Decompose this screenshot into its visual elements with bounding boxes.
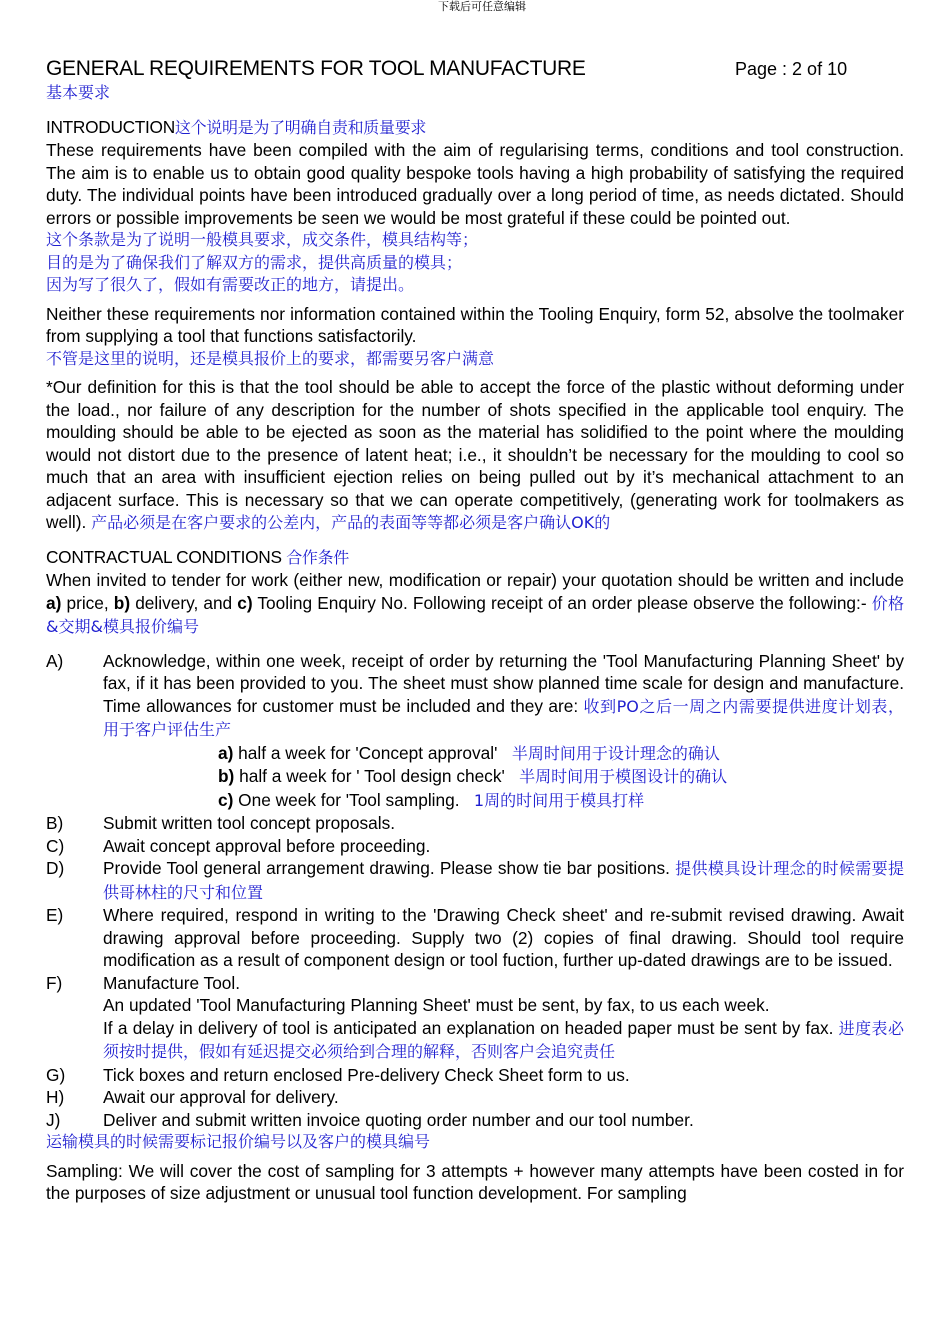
list-item-j: J) Deliver and submit written invoice quoting order number and our tool number.	[46, 1109, 694, 1130]
page-number: Page : 2 of 10	[735, 59, 848, 79]
intro-cn-line-2: 目的是为了确保我们了解双方的需求，提供高质量的模具；	[46, 252, 463, 272]
list-item-h: H) Await our approval for delivery.	[46, 1087, 339, 1107]
list-item-e: E) Where required, respond in writing to the 'Drawing Check sheet' and re-submit revised drawing. Await drawing approval before proceeding. Supply two (2) copies of final drawing. Should tool require modification as a result of component design or tool fuction, further up-dated drawings are to be issued.	[46, 905, 904, 970]
list-item-b: B) Submit written tool concept proposals.	[46, 813, 396, 833]
intro-paragraph-2-cn: 不管是这里的说明，还是模具报价上的要求，都需要另客户满意	[46, 348, 495, 368]
intro-paragraph-3-cn: 产品必须是在客户要求的公差内，产品的表面等等都必须是客户确认OK的	[91, 513, 611, 532]
sub-item-c: c) One week for 'Tool sampling. 1周的时间用于模具打样	[218, 789, 645, 810]
contract-heading: CONTRACTUAL CONDITIONS 合作条件	[46, 546, 349, 567]
list-item-d: D) Provide Tool general arrangement drawing. Please show tie bar positions. 提供模具设计理念的时候需要提供哥林柱的尺寸和位置	[46, 858, 904, 902]
watermark: 下载后可任意编辑	[438, 0, 526, 13]
contract-paragraph-cn: 价格&交期&模具报价编号	[46, 593, 904, 636]
list-item-a: A) Acknowledge, within one week, receipt of order by returning the 'Tool Manufacturing Planning Sheet' by fax, if it has been provided to you. The sheet must show planned time scale for design and manufacture. Time allowances for customer must be included and they are: 收到PO之后一周之内需要提供进度计划表，用于客户评估生产	[46, 650, 904, 739]
list-item-j-cn: 运输模具的时候需要标记报价编号以及客户的模具编号	[46, 1132, 431, 1151]
list-item-g: G) Tick boxes and return enclosed Pre-delivery Check Sheet form to us.	[46, 1064, 630, 1085]
intro-heading-cn: 这个说明是为了明确自责和质量要求	[174, 117, 427, 137]
header	[46, 56, 904, 82]
sub-item-b: b) half a week for ' Tool design check' 半周时间用于模图设计的确认	[218, 766, 728, 786]
intro-paragraph-1: These requirements have been compiled with the aim of regularising terms, conditions and tool construction. The aim is to enable us to obtain good quality bespoke tools having a high probability of satisfying the required duty. The individual points have been introduced gradually over a long period of time, as needs dictated. Should errors or possible improvements be seen we would be most grateful if these could be pointed out.	[46, 140, 904, 228]
intro-heading: INTRODUCTION这个说明是为了明确自责和质量要求	[46, 116, 427, 137]
document-page	[46, 56, 904, 1205]
intro-cn-line-3: 因为写了很久了，假如有需要改正的地方，请提出。	[46, 275, 415, 294]
sub-item-a: a) half a week for 'Concept approval' 半周时间用于设计理念的确认	[218, 742, 720, 763]
intro-paragraph-3: *Our definition for this is that the tool should be able to accept the force of the plastic without deforming under the load., nor failure of any description for the number of shots specified in the applicable tool enquiry. The moulding should be able to be ejected as soon as the material has solidified to the point where the moulding would not distort due to the presence of latent heat; i.e., it shouldn’t be necessary for the moulding to cool so much that an area with insufficient ejection relies on being pulled out by it’s mechanical attachment to an adjacent surface. This is necessary so that we can operate competitively, (generating work for toolmakers as well). 产品必须是在客户要求的公差内，产品的表面等等都必须是客户确认OK的	[46, 377, 904, 532]
sampling-paragraph: Sampling: We will cover the cost of sampling for 3 attempts + however many attempts have been costed in for the purposes of size adjustment or unusual tool function development. For sampling	[46, 1160, 904, 1203]
subtitle-cn: 基本要求	[46, 83, 111, 102]
list-item-a-cn: 收到PO之后一周之内需要提供进度计划表，用于客户评估生产	[103, 696, 904, 739]
list-item-d-cn: 提供模具设计理念的时候需要提供哥林柱的尺寸和位置	[103, 859, 904, 902]
list-item-f: F) Manufacture Tool. An updated 'Tool Manufacturing Planning Sheet' must be sent, by fax, to us each week. If a delay in delivery of tool is anticipated an explanation on headed paper must be sent by fax. 进度表必须按时提供，假如有延迟提交必须给到合理的解释，否则客户会追究责任	[46, 972, 904, 1061]
contract-heading-cn: 合作条件	[286, 547, 349, 567]
intro-paragraph-2: Neither these requirements nor information contained within the Tooling Enquiry, form 52, absolve the toolmaker from supplying a tool that functions satisfactorily.	[46, 303, 904, 346]
list-item-c: C) Await concept approval before proceeding.	[46, 835, 431, 856]
list-item-f-cn: 进度表必须按时提供，假如有延迟提交必须给到合理的解释，否则客户会追究责任	[103, 1018, 904, 1061]
document-title: GENERAL REQUIREMENTS FOR TOOL MANUFACTURE	[46, 57, 586, 80]
intro-cn-line-1: 这个条款是为了说明一般模具要求，成交条件，模具结构等；	[46, 230, 479, 249]
contract-paragraph: When invited to tender for work (either new, modification or repair) your quotation should be written and include a) price, b) delivery, and c) Tooling Enquiry No. Following receipt of an order please observe the following:- 价格&交期&模具报价编号	[46, 570, 904, 636]
